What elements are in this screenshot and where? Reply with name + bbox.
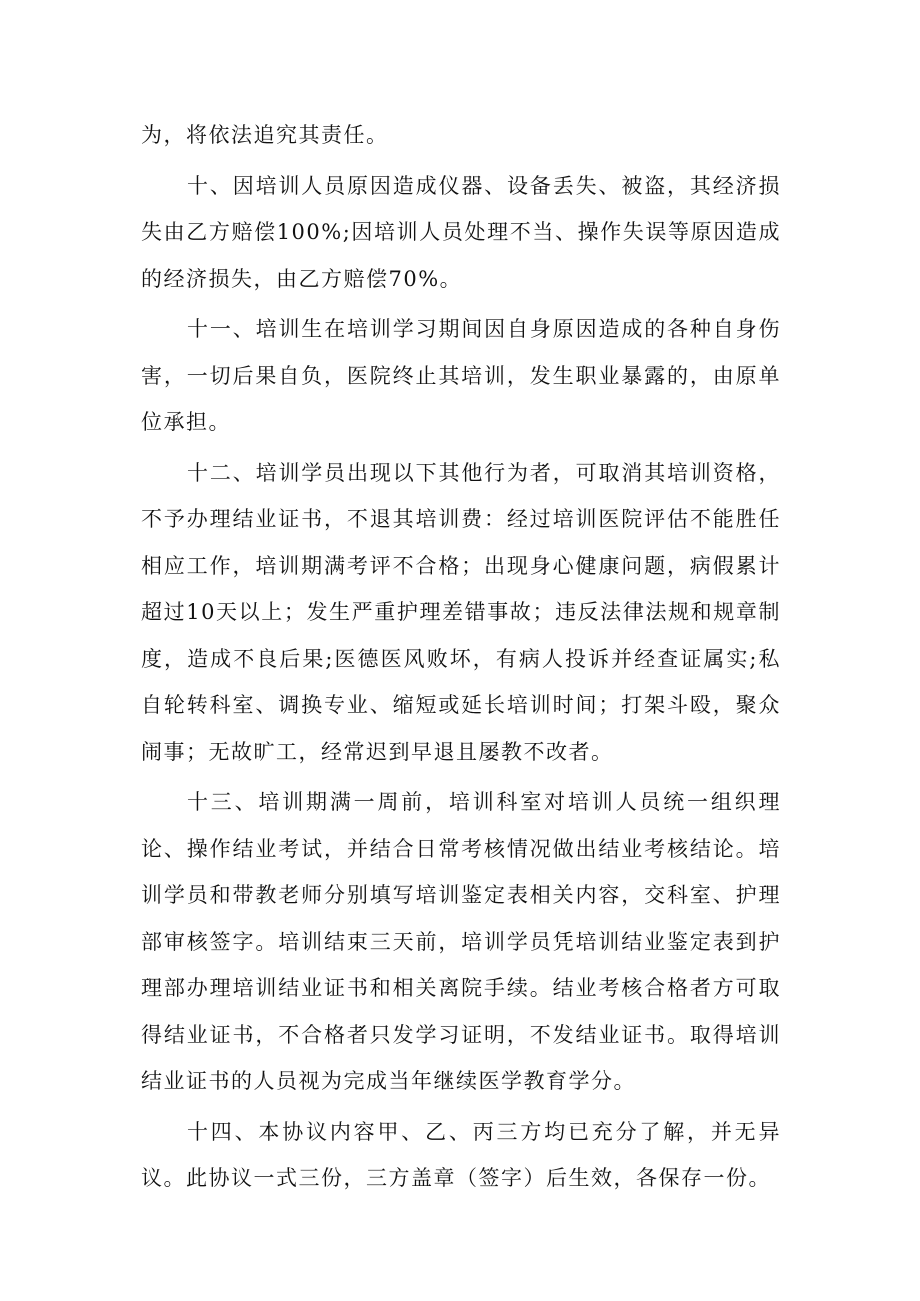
paragraph-continuation: 为，将依法追究其责任。 bbox=[141, 123, 389, 147]
paragraph-clause-11: 十一、培训生在培训学习期间因自身原因造成的各种自身伤害，一切后果自负，医院终止其培训，发生职业暴露的，由原单位承担。 bbox=[141, 317, 781, 434]
paragraph-clause-14: 十四、本协议内容甲、乙、丙三方均已充分了解，并无异议。此协议一式三份，三方盖章（签字）后生效，各保存一份。 bbox=[141, 1119, 781, 1190]
paragraph-clause-13: 十三、培训期满一周前，培训科室对培训人员统一组织理论、操作结业考试，并结合日常考核情况做出结业考核结论。培训学员和带教老师分别填写培训鉴定表相关内容，交科室、护理部审核签字。培训结束三天前，培训学员凭培训结业鉴定表到护理部办理培训结业证书和相关离院手续。结业考核合格者方可取得结业证书，不合格者只发学习证明，不发结业证书。取得培训结业证书的人员视为完成当年继续医学教育学分。 bbox=[141, 790, 781, 1093]
paragraph-clause-10: 十、因培训人员原因造成仪器、设备丢失、被盗，其经济损失由乙方赔偿100%;因培训人员处理不当、操作失误等原因造成的经济损失，由乙方赔偿70%。 bbox=[141, 173, 781, 291]
paragraph-clause-12: 十二、培训学员出现以下其他行为者，可取消其培训资格，不予办理结业证书，不退其培训费：经过培训医院评估不能胜任相应工作，培训期满考评不合格；出现身心健康问题，病假累计超过10天以上；发生严重护理差错事故；违反法律法规和规章制度，造成不良后果;医德医风败坏，有病人投诉并经查证属实;私自轮转科室、调换专业、缩短或延长培训时间；打架斗殴，聚众闹事；无故旷工，经常迟到早退且屡教不改者。 bbox=[141, 460, 781, 764]
document-body bbox=[141, 112, 781, 1206]
